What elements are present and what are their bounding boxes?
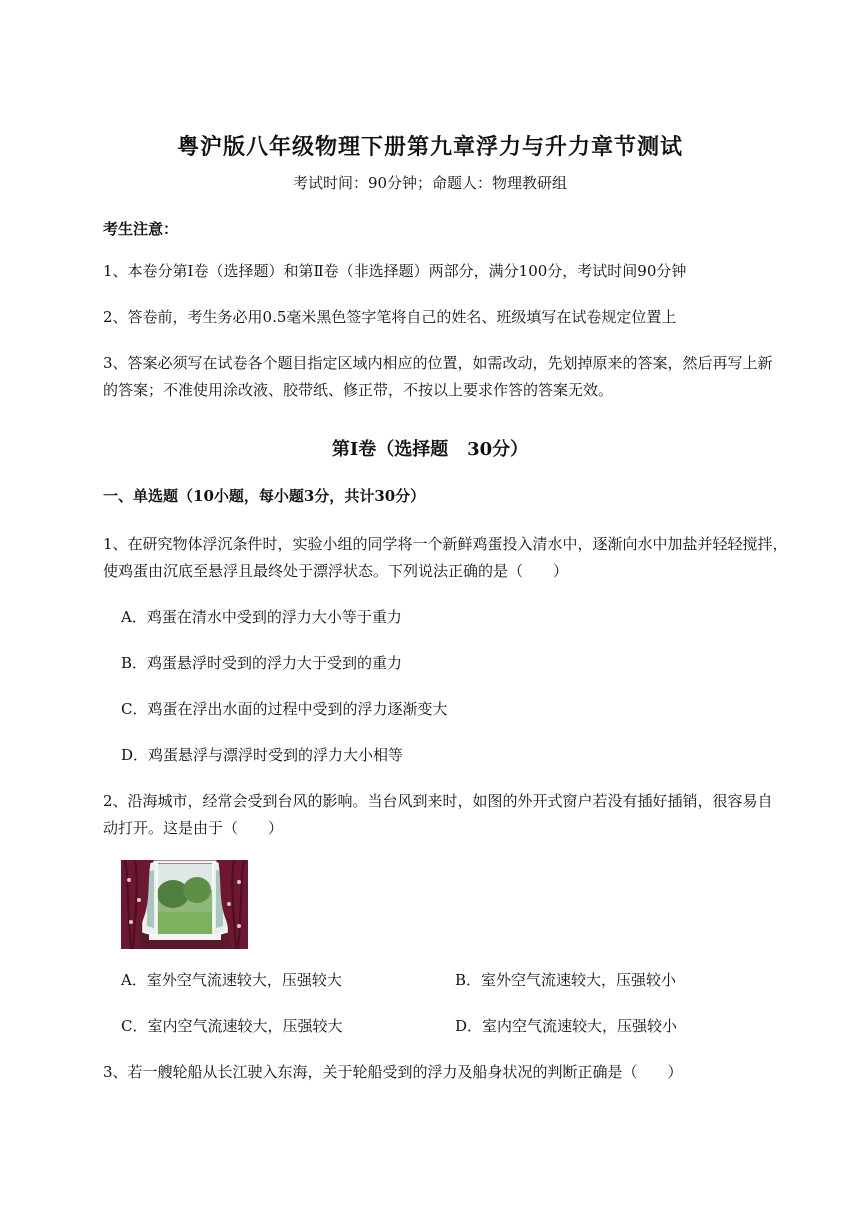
question-2-option-b: B．室外空气流速较大，压强较小 xyxy=(455,971,677,989)
section-title: 第Ⅰ卷（选择题 30分） xyxy=(331,439,529,460)
question-1-option-a: A．鸡蛋在清水中受到的浮力大小等于重力 xyxy=(121,608,402,626)
question-2-option-a: A．室外空气流速较大，压强较大 xyxy=(121,971,342,989)
question-2-line-1: 2、沿海城市，经常会受到台风的影响。当台风到来时，如图的外开式窗户若没有插好插销，很容易自 xyxy=(103,792,773,810)
notice-item-3-cont: 的答案；不准使用涂改液、胶带纸、修正带，不按以上要求作答的答案无效。 xyxy=(103,381,614,399)
question-2-line-2: 动打开。这是由于（ ） xyxy=(103,819,284,837)
question-1-option-b: B．鸡蛋悬浮时受到的浮力大于受到的重力 xyxy=(121,654,403,672)
question-1-option-c: C．鸡蛋在浮出水面的过程中受到的浮力逐渐变大 xyxy=(121,700,448,718)
question-3-line-1: 3、若一艘轮船从长江驶入东海，关于轮船受到的浮力及船身状况的判断正确是（ ） xyxy=(103,1063,683,1081)
question-1-line-2: 使鸡蛋由沉底至悬浮且最终处于漂浮状态。下列说法正确的是（ ） xyxy=(103,562,569,580)
question-2-option-d: D．室内空气流速较大，压强较小 xyxy=(455,1017,678,1035)
notice-item-3: 3、答案必须写在试卷各个题目指定区域内相应的位置，如需改动，先划掉原来的答案，然后再写上新 xyxy=(103,354,773,372)
notice-item-1: 1、本卷分第Ⅰ卷（选择题）和第Ⅱ卷（非选择题）两部分，满分100分，考试时间90分钟 xyxy=(103,262,687,280)
question-1-option-d: D．鸡蛋悬浮与漂浮时受到的浮力大小相等 xyxy=(121,746,404,764)
page-title: 粤沪版八年级物理下册第九章浮力与升力章节测试 xyxy=(176,134,683,160)
notice-item-2: 2、答卷前，考生务必用0.5毫米黑色签字笔将自己的姓名、班级填写在试卷规定位置上 xyxy=(103,308,677,326)
question-1-line-1: 1、在研究物体浮沉条件时，实验小组的同学将一个新鲜鸡蛋投入清水中，逐渐向水中加盐并轻轻搅拌， xyxy=(103,535,788,553)
question-2-option-c: C．室内空气流速较大，压强较大 xyxy=(121,1017,343,1035)
exam-info: 考试时间：90分钟；命题人：物理教研组 xyxy=(292,174,568,192)
open-window-image xyxy=(121,860,248,949)
notice-heading: 考生注意： xyxy=(103,220,179,238)
part-heading: 一、单选题（10小题，每小题3分，共计30分） xyxy=(103,487,426,505)
